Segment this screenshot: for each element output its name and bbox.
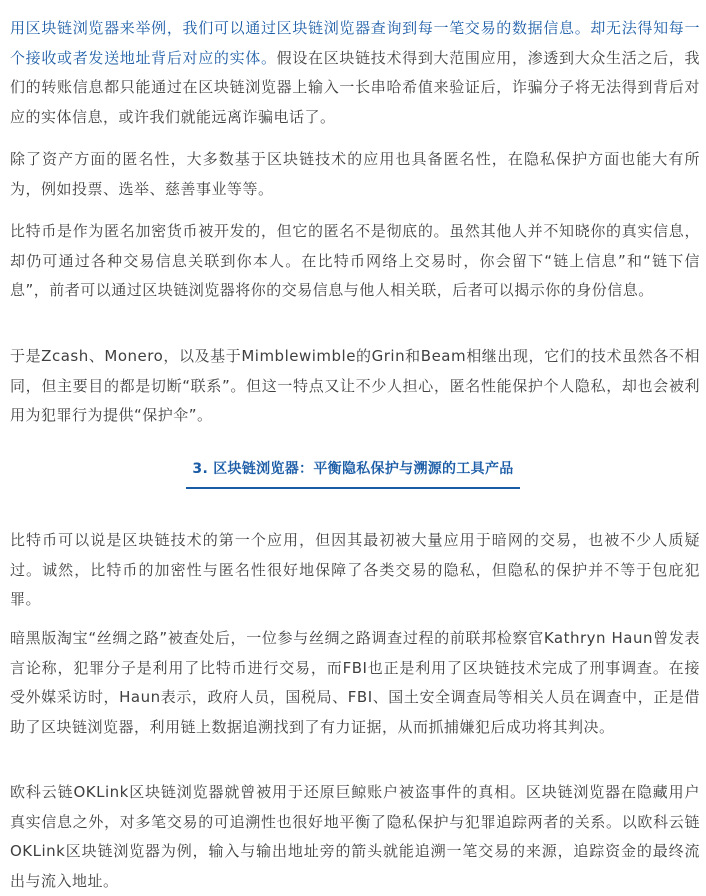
- paragraph-bitcoin-anonymity: 比特币是作为匿名加密货币被开发的，但它的匿名不是彻底的。虽然其他人并不知晓你的真实信息，却仍可通过各种交易信息关联到你本人。在比特币网络上交易时，你会留下“链上信息”和“链下信息”，前者可以通过区块链浏览器将你的交易信息与他人相关联，后者可以揭示你的身份信息。: [10, 222, 700, 299]
- paragraph-oklink: 欧科云链OKLink区块链浏览器就曾被用于还原巨鲸账户被盗事件的真相。区块链浏览器在隐藏用户真实信息之外，对多笔交易的可追溯性也很好地平衡了隐私保护与犯罪追踪两者的关系。以欧科云链OKLink区块链浏览器为例，输入与输出地址旁的箭头就能追溯一笔交易的来源，追踪资金的最终流出与流入地址。: [10, 783, 700, 890]
- paragraph-bitcoin-first-application: 比特币可以说是区块链技术的第一个应用，但因其最初被大量应用于暗网的交易，也被不少人质疑过。诚然，比特币的加密性与匿名性很好地保障了各类交易的隐私，但隐私的保护并不等于包庇犯罪。: [10, 531, 700, 608]
- highlighted-sentence: 用区块链浏览器来举例，我们可以通过区块链浏览器查询到每一笔交易的数据信息。却无法得知每一个接收或者发送地址背后对应的实体。: [10, 19, 700, 67]
- paragraph-privacy-coins: 于是Zcash、Monero，以及基于Mimblewimble的Grin和Beam相继出现，它们的技术虽然各不相同，但主要目的都是切断“联系”。但这一特点又让不少人担心，匿名性能保护个人隐私，却也会被利用为犯罪行为提供“保护伞”。: [10, 347, 700, 424]
- paragraph-anonymity: 除了资产方面的匿名性，大多数基于区块链技术的应用也具备匿名性，在隐私保护方面也能大有所为，例如投票、选举、慈善事业等等。: [10, 150, 700, 198]
- paragraph-text: 假设在区块链技术得到大范围应用，渗透到大众生活之后，我们的转账信息都只能通过在区块链浏览器上输入一长串哈希值来验证后，诈骗分子将无法得到背后对应的实体信息，或许我们就能远离诈骗电话了。: [10, 48, 700, 126]
- section-heading-text: 3. 区块链浏览器：平衡隐私保护与溯源的工具产品: [186, 458, 519, 489]
- paragraph-silk-road: 暗黑版淘宝“丝绸之路”被查处后，一位参与丝绸之路调查过程的前联邦检察官Kathryn Haun曾发表言论称，犯罪分子是利用了比特币进行交易，而FBI也正是利用了区块链技术完成了刑事调查。在接受外媒采访时，Haun表示，政府人员，国税局、FBI、国土安全调查局等相关人员在调查中，正是借助了区块链浏览器，利用链上数据追溯找到了有力证据，从而抓捕嫌犯后成功将其判决。: [10, 629, 700, 736]
- paragraph-blockchain-explorer-example: [10, 14, 700, 132]
- section-heading: [0, 457, 706, 489]
